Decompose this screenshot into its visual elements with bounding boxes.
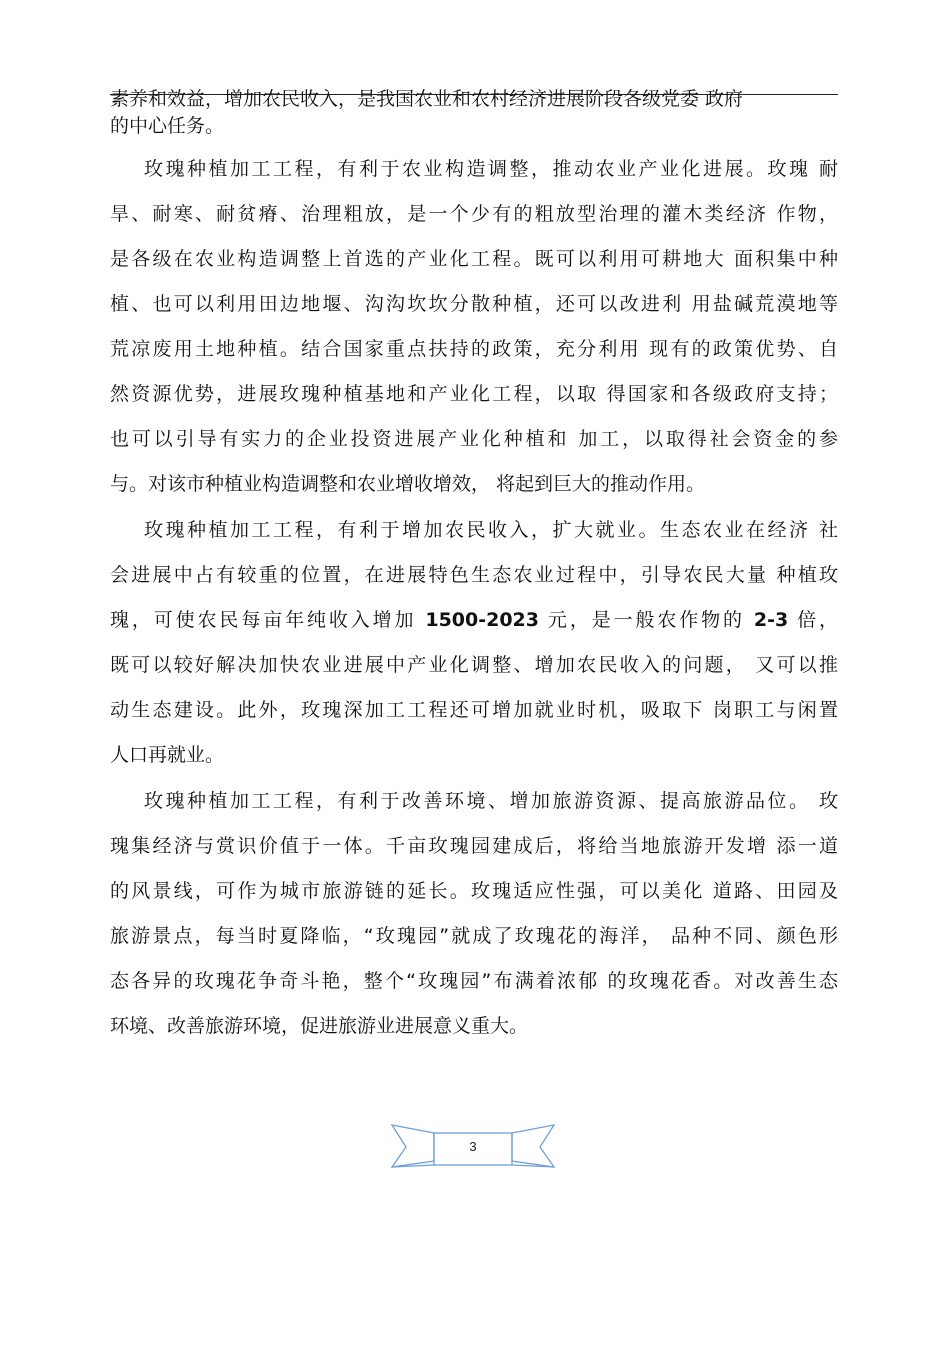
- text-line: 是各级在农业构造调整上首选的产业化工程。既可以利用可耕地大 面积集中种: [110, 248, 838, 270]
- text-line: 植、也可以利用田边地堰、沟沟坎坎分散种植，还可以改进利 用盐碱荒漠地等: [110, 293, 838, 315]
- text-line: 既可以较好解决加快农业进展中产业化调整、增加农民收入的问题， 又可以推: [110, 654, 838, 676]
- text-span: 倍，: [788, 609, 838, 631]
- paragraph-income: [110, 508, 838, 778]
- page-number-ribbon: [390, 1123, 556, 1169]
- text-line-with-figures: [110, 598, 838, 643]
- text-line: 与。对该市种植业构造调整和农业增收增效， 将起到巨大的推动作用。: [110, 473, 706, 495]
- page-number: 3: [469, 1139, 477, 1154]
- text-line: 动生态建设。此外，玫瑰深加工工程还可增加就业时机，吸取下 岗职工与闲置: [110, 699, 838, 721]
- text-line: 旅游景点，每当时夏降临，“玫瑰园”就成了玫瑰花的海洋， 品种不同、颜色形: [110, 925, 838, 947]
- text-line: 态各异的玫瑰花争奇斗艳，整个“玫瑰园”布满着浓郁 的玫瑰花香。对改善生态: [110, 970, 838, 992]
- text-line: 然资源优势，进展玫瑰种植基地和产业化工程，以取 得国家和各级政府支持；: [110, 383, 838, 405]
- continued-text: [110, 86, 838, 140]
- text-span: 元，是一般农作物的: [539, 609, 754, 631]
- text-line: 瑰集经济与赏识价值于一体。千亩玫瑰园建成后，将给当地旅游开发增 添一道: [110, 835, 838, 857]
- text-line: 也可以引导有实力的企业投资进展产业化种植和 加工，以取得社会资金的参: [110, 428, 838, 450]
- paragraph-tourism: [110, 779, 838, 1049]
- text-line: 人口再就业。: [110, 744, 225, 766]
- text-line: 玫瑰种植加工工程，有利于农业构造调整，推动农业产业化进展。玫瑰 耐: [144, 158, 838, 180]
- text-line: 荒凉废用土地种植。结合国家重点扶持的政策，充分利用 现有的政策优势、自: [110, 338, 838, 360]
- text-line: 旱、耐寒、耐贫瘠、治理粗放，是一个少有的粗放型治理的灌木类经济 作物，: [110, 203, 838, 225]
- text-line: 素养和效益，增加农民收入，是我国农业和农村经济进展阶段各级党委 政府: [110, 88, 744, 110]
- paragraph-industrialization: [110, 147, 838, 507]
- text-line: 的风景线，可作为城市旅游链的延长。玫瑰适应性强，可以美化 道路、田园及: [110, 880, 838, 902]
- income-figure: 1500-2023: [425, 609, 539, 631]
- text-line: 会进展中占有较重的位置，在进展特色生态农业过程中，引导农民大量 种植玫: [110, 564, 838, 586]
- multiplier-figure: 2-3: [753, 609, 789, 631]
- text-line: 的中心任务。: [110, 115, 225, 137]
- text-line: 环境、改善旅游环境，促进旅游业进展意义重大。: [110, 1015, 529, 1037]
- text-line: 玫瑰种植加工工程，有利于改善环境、增加旅游资源、提高旅游品位。 玫: [144, 790, 838, 812]
- text-span: 瑰，可使农民每亩年纯收入增加: [110, 609, 426, 631]
- text-line: 玫瑰种植加工工程，有利于增加农民收入，扩大就业。生态农业在经济 社: [144, 519, 838, 541]
